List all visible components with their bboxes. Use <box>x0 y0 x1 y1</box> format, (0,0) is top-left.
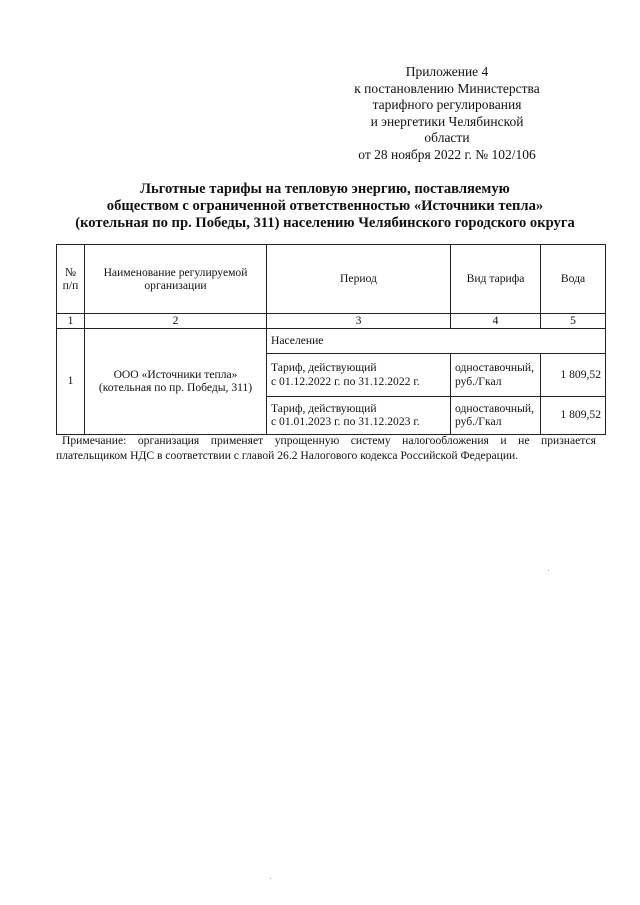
appendix-line: к постановлению Министерства <box>354 80 540 96</box>
group-label: Население <box>267 328 606 353</box>
scan-speck <box>548 570 549 571</box>
header-water: Вода <box>541 245 606 314</box>
title-line: обществом с ограниченной ответственностью «Источники тепла» <box>106 198 544 214</box>
appendix-line: тарифного регулирования <box>372 97 522 112</box>
table-row <box>57 328 606 353</box>
title-line: (котельная по пр. Победы, 311) населению Челябинского городского округа <box>75 215 575 231</box>
header-row <box>57 245 606 314</box>
row-num: 1 <box>57 328 85 434</box>
period-cell <box>267 353 451 396</box>
column-number: 2 <box>85 314 267 329</box>
water-value: 1 809,52 <box>541 396 606 434</box>
column-number: 1 <box>57 314 85 329</box>
header-num: № п/п <box>57 245 85 314</box>
header-type: Вид тарифа <box>451 245 541 314</box>
appendix-line: Приложение 4 <box>405 64 489 79</box>
appendix-line: от 28 ноября 2022 г. № 102/106 <box>358 146 536 162</box>
header-org: Наименование регулируемой организации <box>85 245 267 314</box>
tariff-type-cell <box>451 353 541 396</box>
column-number-row <box>57 314 606 329</box>
appendix-line: и энергетики Челябинской области <box>370 113 524 145</box>
tariff-type-cell <box>451 396 541 434</box>
title-line: Льготные тарифы на тепловую энергию, поставляемую <box>140 181 510 197</box>
column-number: 5 <box>541 314 606 329</box>
footnote: Примечание: организация применяет упрощенную систему налогообложения и не признается плательщиком НДС в соответствии с главой 26.2 Налогового кодекса Российской Федерации. <box>56 434 596 462</box>
period-cell <box>267 396 451 434</box>
header-period: Период <box>267 245 451 314</box>
document-title <box>30 181 620 232</box>
tariff-type-line: руб./Гкал <box>455 415 502 428</box>
appendix-block <box>352 64 542 163</box>
tariff-type-line: руб./Гкал <box>455 374 502 388</box>
row-org <box>85 328 267 434</box>
tariff-type-line: одноставочный, <box>455 361 534 374</box>
org-name: ООО «Источники тепла» <box>113 367 238 381</box>
tariff-table <box>56 244 606 435</box>
period-line: с 01.01.2023 г. по 31.12.2023 г. <box>271 415 420 428</box>
column-number: 4 <box>451 314 541 329</box>
org-boiler: (котельная по пр. Победы, 311) <box>98 381 253 394</box>
period-line: Тариф, действующий <box>271 401 377 415</box>
column-number: 3 <box>267 314 451 329</box>
scan-speck <box>270 878 271 879</box>
tariff-type-line: одноставочный, <box>455 401 534 415</box>
period-line: с 01.12.2022 г. по 31.12.2022 г. <box>271 374 420 388</box>
period-line: Тариф, действующий <box>271 361 377 374</box>
water-value: 1 809,52 <box>541 353 606 396</box>
